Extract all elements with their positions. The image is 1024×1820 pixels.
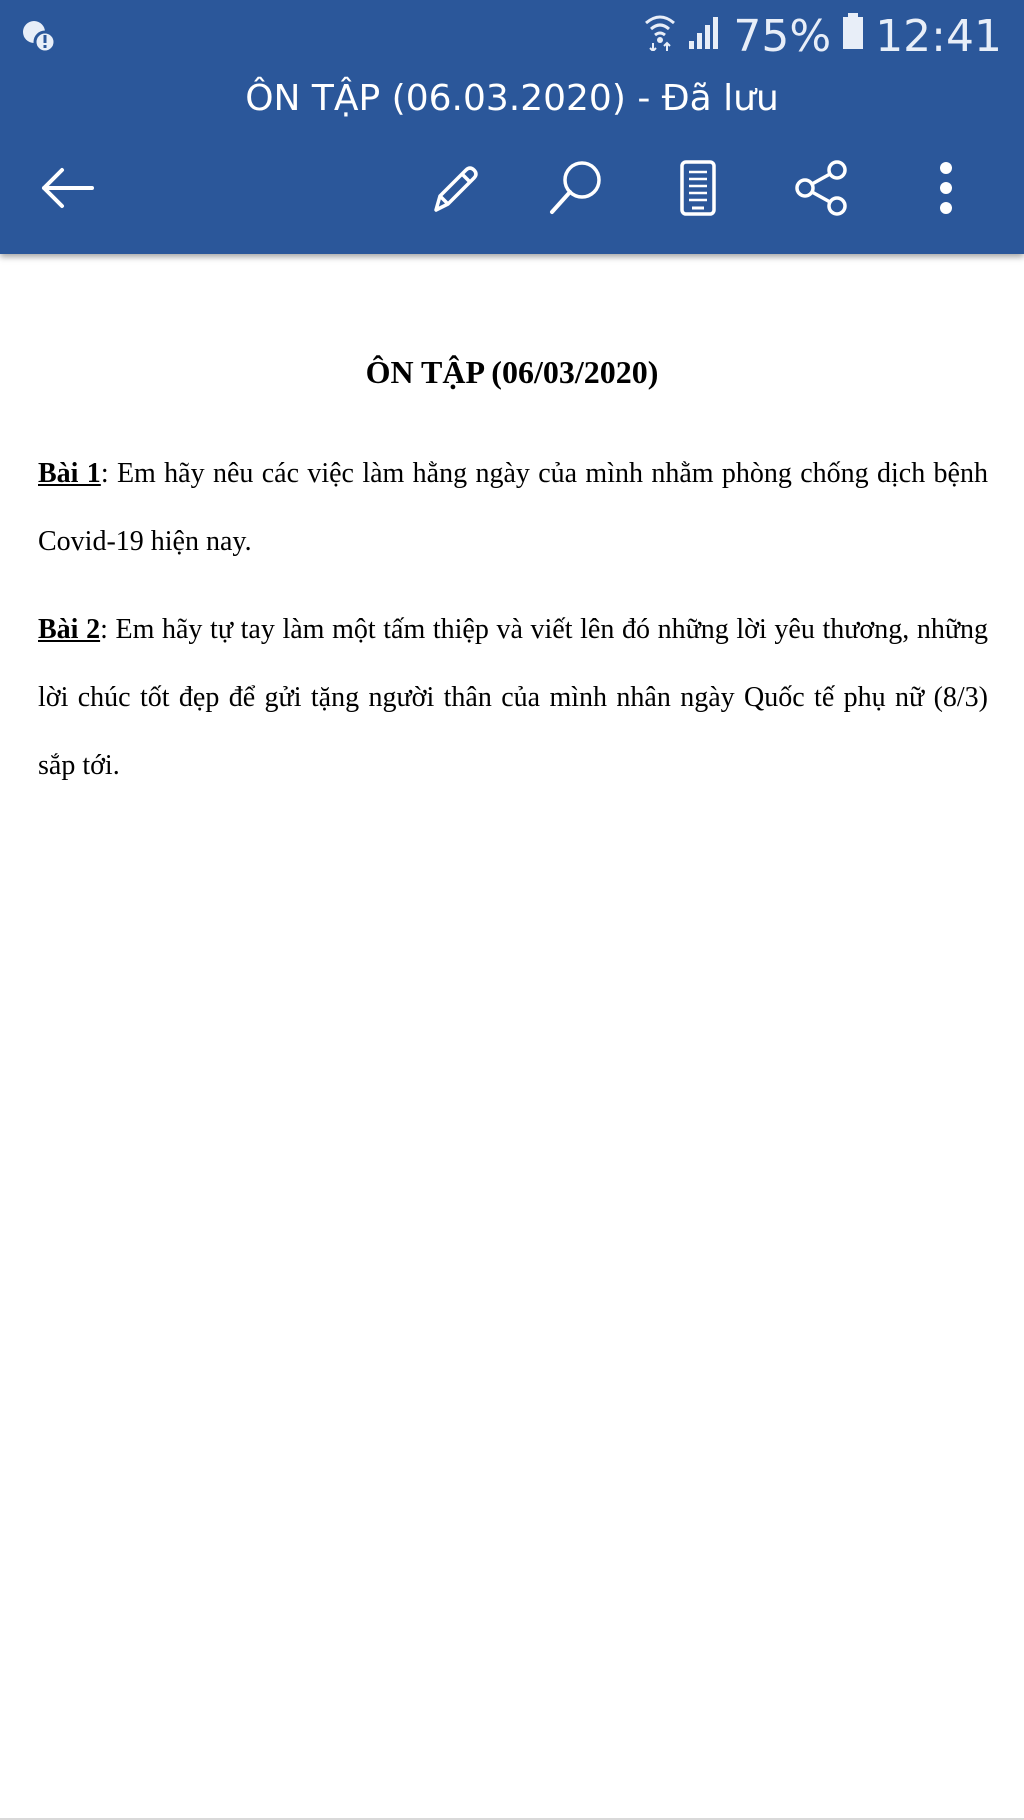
pencil-icon xyxy=(426,160,482,216)
app-bar xyxy=(0,0,1024,254)
battery-percent: 75% xyxy=(733,10,832,62)
exercise-paragraph-2 xyxy=(38,596,988,800)
exercise-text-2: : Em hãy tự tay làm một tấm thiệp và viết lên đó những lời yêu thương, những lời chúc tốt đẹp để gửi tặng người thân của mình nhân ngày Quốc tế phụ nữ (8/3) sắp tới. xyxy=(38,614,989,781)
more-options-button[interactable] xyxy=(904,146,988,230)
notification-icon xyxy=(20,18,56,54)
clock-time: 12:41 xyxy=(875,10,1002,62)
exercise-label-2: Bài 2 xyxy=(38,614,101,645)
battery-icon xyxy=(841,11,865,62)
mobile-view-icon xyxy=(676,158,720,218)
status-bar xyxy=(0,0,1024,70)
document-title-bar: ÔN TẬP (06.03.2020) - Đã lưu xyxy=(245,78,779,119)
mobile-view-button[interactable] xyxy=(656,146,740,230)
signal-icon xyxy=(687,11,723,62)
exercise-paragraph-1 xyxy=(38,440,988,576)
toolbar xyxy=(0,146,1024,230)
document-heading: ÔN TẬP (06/03/2020) xyxy=(365,354,659,390)
share-icon xyxy=(791,158,851,218)
exercise-text-1: : Em hãy nêu các việc làm hằng ngày của mình nhằm phòng chống dịch bệnh Covid-19 hiện nay. xyxy=(38,458,988,557)
search-icon xyxy=(546,158,606,218)
back-button[interactable] xyxy=(26,146,110,230)
share-button[interactable] xyxy=(779,146,863,230)
more-options-icon xyxy=(936,160,956,216)
search-button[interactable] xyxy=(534,146,618,230)
document-page[interactable] xyxy=(0,254,1024,1820)
exercise-label-1: Bài 1 xyxy=(38,458,101,489)
back-arrow-icon xyxy=(40,166,96,210)
edit-button[interactable] xyxy=(412,146,496,230)
status-indicators xyxy=(643,8,1002,64)
wifi-icon xyxy=(643,11,677,62)
